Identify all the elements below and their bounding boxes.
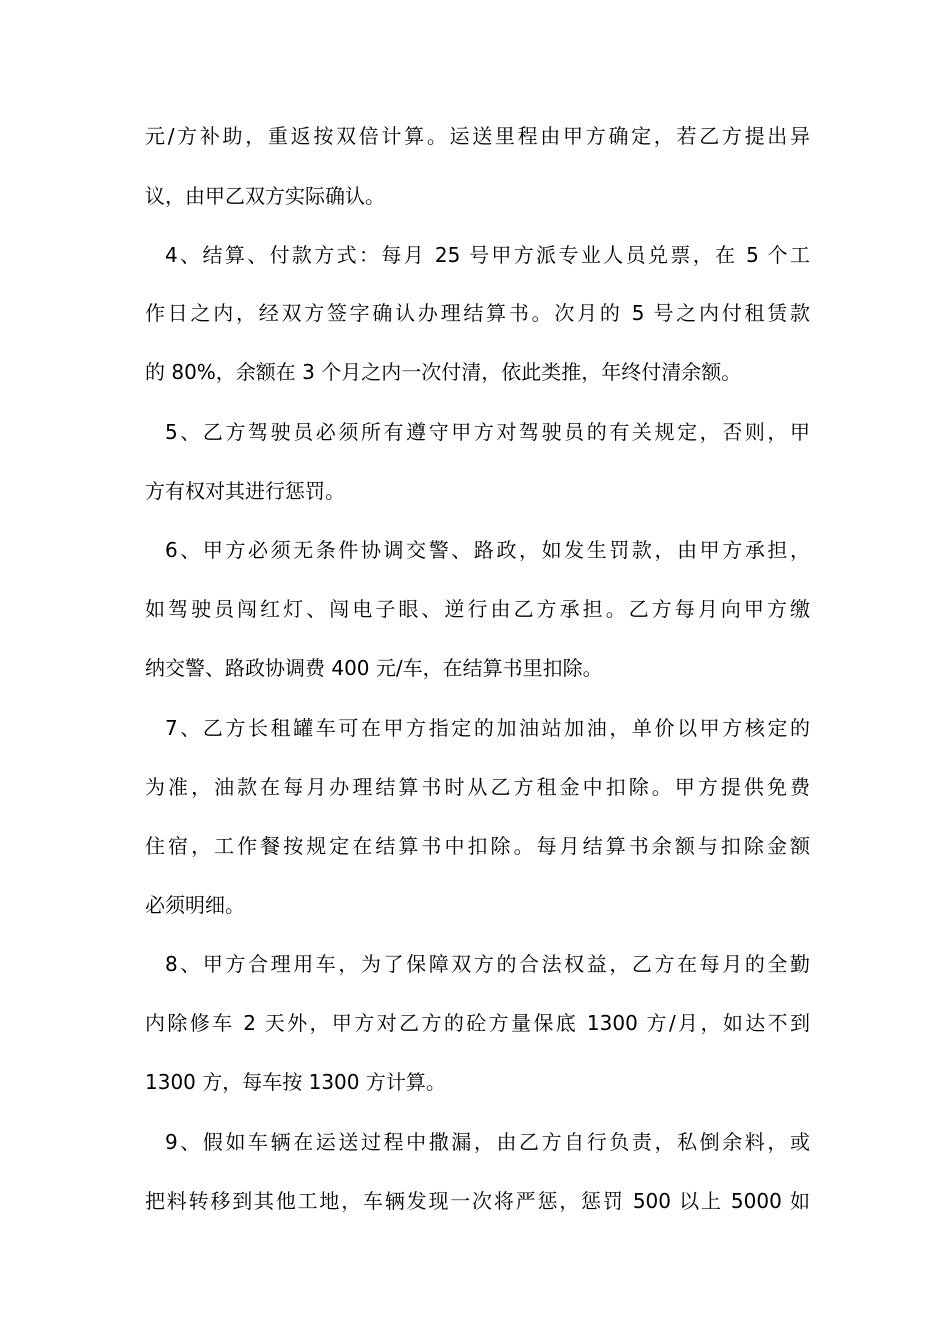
text-line: 作日之内，经双方签字确认办理结算书。次月的 5 号之内付租赁款 bbox=[145, 301, 810, 325]
text-line: 5、乙方驾驶员必须所有遵守甲方对驾驶员的有关规定，否则，甲 bbox=[165, 420, 810, 444]
text-line: 内除修车 2 天外，甲方对乙方的砼方量保底 1300 方/月，如达不到 bbox=[145, 1011, 810, 1035]
text-line: 1300 方，每车按 1300 方计算。 bbox=[145, 1070, 446, 1094]
text-line: 为准，油款在每月办理结算书时从乙方租金中扣除。甲方提供免费 bbox=[145, 775, 810, 799]
text-line: 议，由甲乙双方实际确认。 bbox=[145, 184, 385, 208]
text-line: 住宿，工作餐按规定在结算书中扣除。每月结算书余额与扣除金额 bbox=[145, 834, 810, 858]
text-line: 方有权对其进行惩罚。 bbox=[145, 479, 345, 503]
text-line: 4、结算、付款方式：每月 25 号甲方派专业人员兑票，在 5 个工 bbox=[165, 243, 810, 267]
text-line: 如驾驶员闯红灯、闯电子眼、逆行由乙方承担。乙方每月向甲方缴 bbox=[145, 597, 810, 621]
text-line: 的 80%，余额在 3 个月之内一次付清，依此类推，年终付清余额。 bbox=[145, 360, 742, 384]
text-line: 必须明细。 bbox=[145, 893, 245, 917]
text-line: 把料转移到其他工地，车辆发现一次将严惩，惩罚 500 以上 5000 如 bbox=[145, 1189, 810, 1213]
text-line: 8、甲方合理用车，为了保障双方的合法权益，乙方在每月的全勤 bbox=[165, 952, 810, 976]
text-line: 元/方补助，重返按双倍计算。运送里程由甲方确定，若乙方提出异 bbox=[145, 124, 810, 148]
text-line: 7、乙方长租罐车可在甲方指定的加油站加油，单价以甲方核定的 bbox=[165, 716, 810, 740]
text-line: 6、甲方必须无条件协调交警、路政，如发生罚款，由甲方承担， bbox=[165, 538, 810, 562]
text-line: 9、假如车辆在运送过程中撒漏，由乙方自行负责，私倒余料，或 bbox=[165, 1130, 810, 1154]
text-line: 纳交警、路政协调费 400 元/车，在结算书里扣除。 bbox=[145, 656, 603, 680]
